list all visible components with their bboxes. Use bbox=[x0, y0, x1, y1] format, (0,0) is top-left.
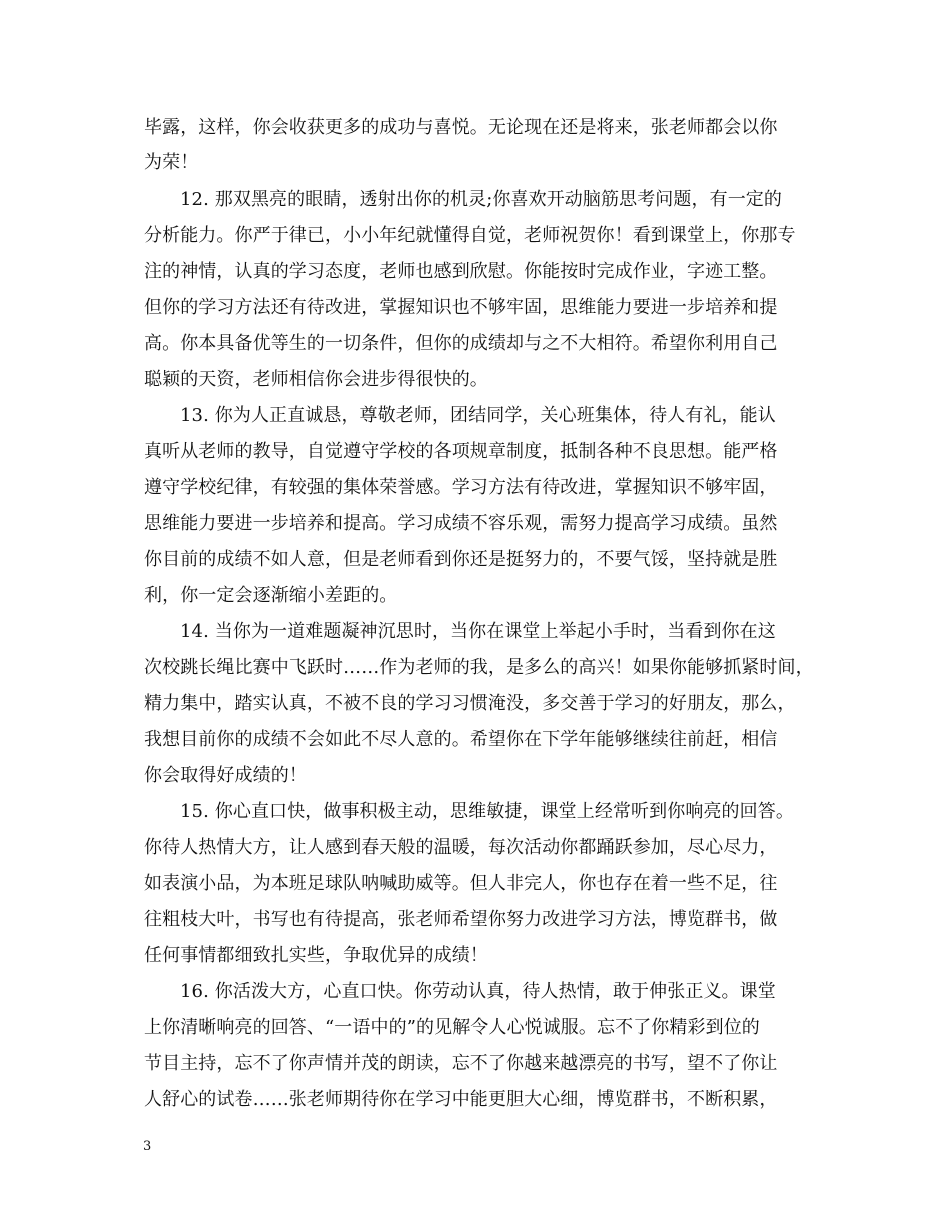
paragraph-15-first-line: 15. 你心直口快，做事积极主动，思维敏捷，课堂上经常听到你响亮的回答。 bbox=[180, 801, 794, 822]
text-line: 精力集中，踏实认真，不被不良的学习习惯淹没，多交善于学习的好朋友，那么， bbox=[144, 693, 796, 714]
paragraph-16-first-line: 16. 你活泼大方，心直口快。你劳动认真，待人热情，敢于伸张正义。课堂 bbox=[180, 981, 776, 1002]
paragraph-12-first-line: 12. 那双黑亮的眼睛，透射出你的机灵;你喜欢开动脑筋思考问题，有一定的 bbox=[180, 189, 783, 210]
text-line: 任何事情都细致扎实些，争取优异的成绩！ bbox=[144, 945, 488, 966]
text-line: 节目主持，忘不了你声情并茂的朗读，忘不了你越来越漂亮的书写，望不了你让 bbox=[144, 1053, 778, 1074]
text-line: 利，你一定会逐渐缩小差距的。 bbox=[144, 585, 398, 606]
page-number: 3 bbox=[143, 1139, 152, 1154]
text-line: 为荣！ bbox=[144, 152, 199, 173]
text-line: 遵守学校纪律，有较强的集体荣誉感。学习方法有待改进，掌握知识不够牢固， bbox=[144, 477, 778, 498]
text-line: 你目前的成绩不如人意，但是老师看到你还是挺努力的，不要气馁，坚持就是胜 bbox=[144, 549, 778, 570]
text-line: 但你的学习方法还有待改进，掌握知识也不够牢固，思维能力要进一步培养和提 bbox=[144, 297, 778, 318]
text-line: 毕露，这样，你会收获更多的成功与喜悦。无论现在还是将来，张老师都会以你 bbox=[144, 117, 778, 138]
text-line: 聪颖的天资，老师相信你会进步得很快的。 bbox=[144, 369, 488, 390]
paragraph-13-first-line: 13. 你为人正直诚恳，尊敬老师，团结同学，关心班集体，待人有礼，能认 bbox=[180, 405, 776, 426]
paragraph-14-first-line: 14. 当你为一道难题凝神沉思时，当你在课堂上举起小手时，当看到你在这 bbox=[180, 621, 776, 642]
text-line: 次校跳长绳比赛中飞跃时……作为老师的我，是多么的高兴！如果你能够抓紧时间， bbox=[144, 657, 814, 678]
text-line: 真听从老师的教导，自觉遵守学校的各项规章制度，抵制各种不良思想。能严格 bbox=[144, 441, 778, 462]
text-line: 你待人热情大方，让人感到春天般的温暖，每次活动你都踊跃参加，尽心尽力， bbox=[144, 837, 778, 858]
text-line: 高。你本具备优等生的一切条件，但你的成绩却与之不大相符。希望你利用自己 bbox=[144, 333, 778, 354]
text-line: 上你清晰响亮的回答、“一语中的”的见解令人心悦诚服。忘不了你精彩到位的 bbox=[144, 1017, 760, 1038]
text-line: 人舒心的试卷……张老师期待你在学习中能更胆大心细，博览群书，不断积累， bbox=[144, 1089, 778, 1110]
text-line: 分析能力。你严于律已，小小年纪就懂得自觉，老师祝贺你！看到课堂上，你那专 bbox=[144, 225, 796, 246]
text-line: 如表演小品，为本班足球队呐喊助威等。但人非完人，你也存在着一些不足，往 bbox=[144, 873, 778, 894]
text-line: 你会取得好成绩的！ bbox=[144, 765, 307, 786]
text-line: 注的神情，认真的学习态度，老师也感到欣慰。你能按时完成作业，字迹工整。 bbox=[144, 261, 778, 282]
text-line: 往粗枝大叶，书写也有待提高，张老师希望你努力改进学习方法，博览群书，做 bbox=[144, 909, 778, 930]
text-line: 我想目前你的成绩不会如此不尽人意的。希望你在下学年能够继续往前赶，相信 bbox=[144, 729, 778, 750]
text-line: 思维能力要进一步培养和提高。学习成绩不容乐观，需努力提高学习成绩。虽然 bbox=[144, 513, 778, 534]
